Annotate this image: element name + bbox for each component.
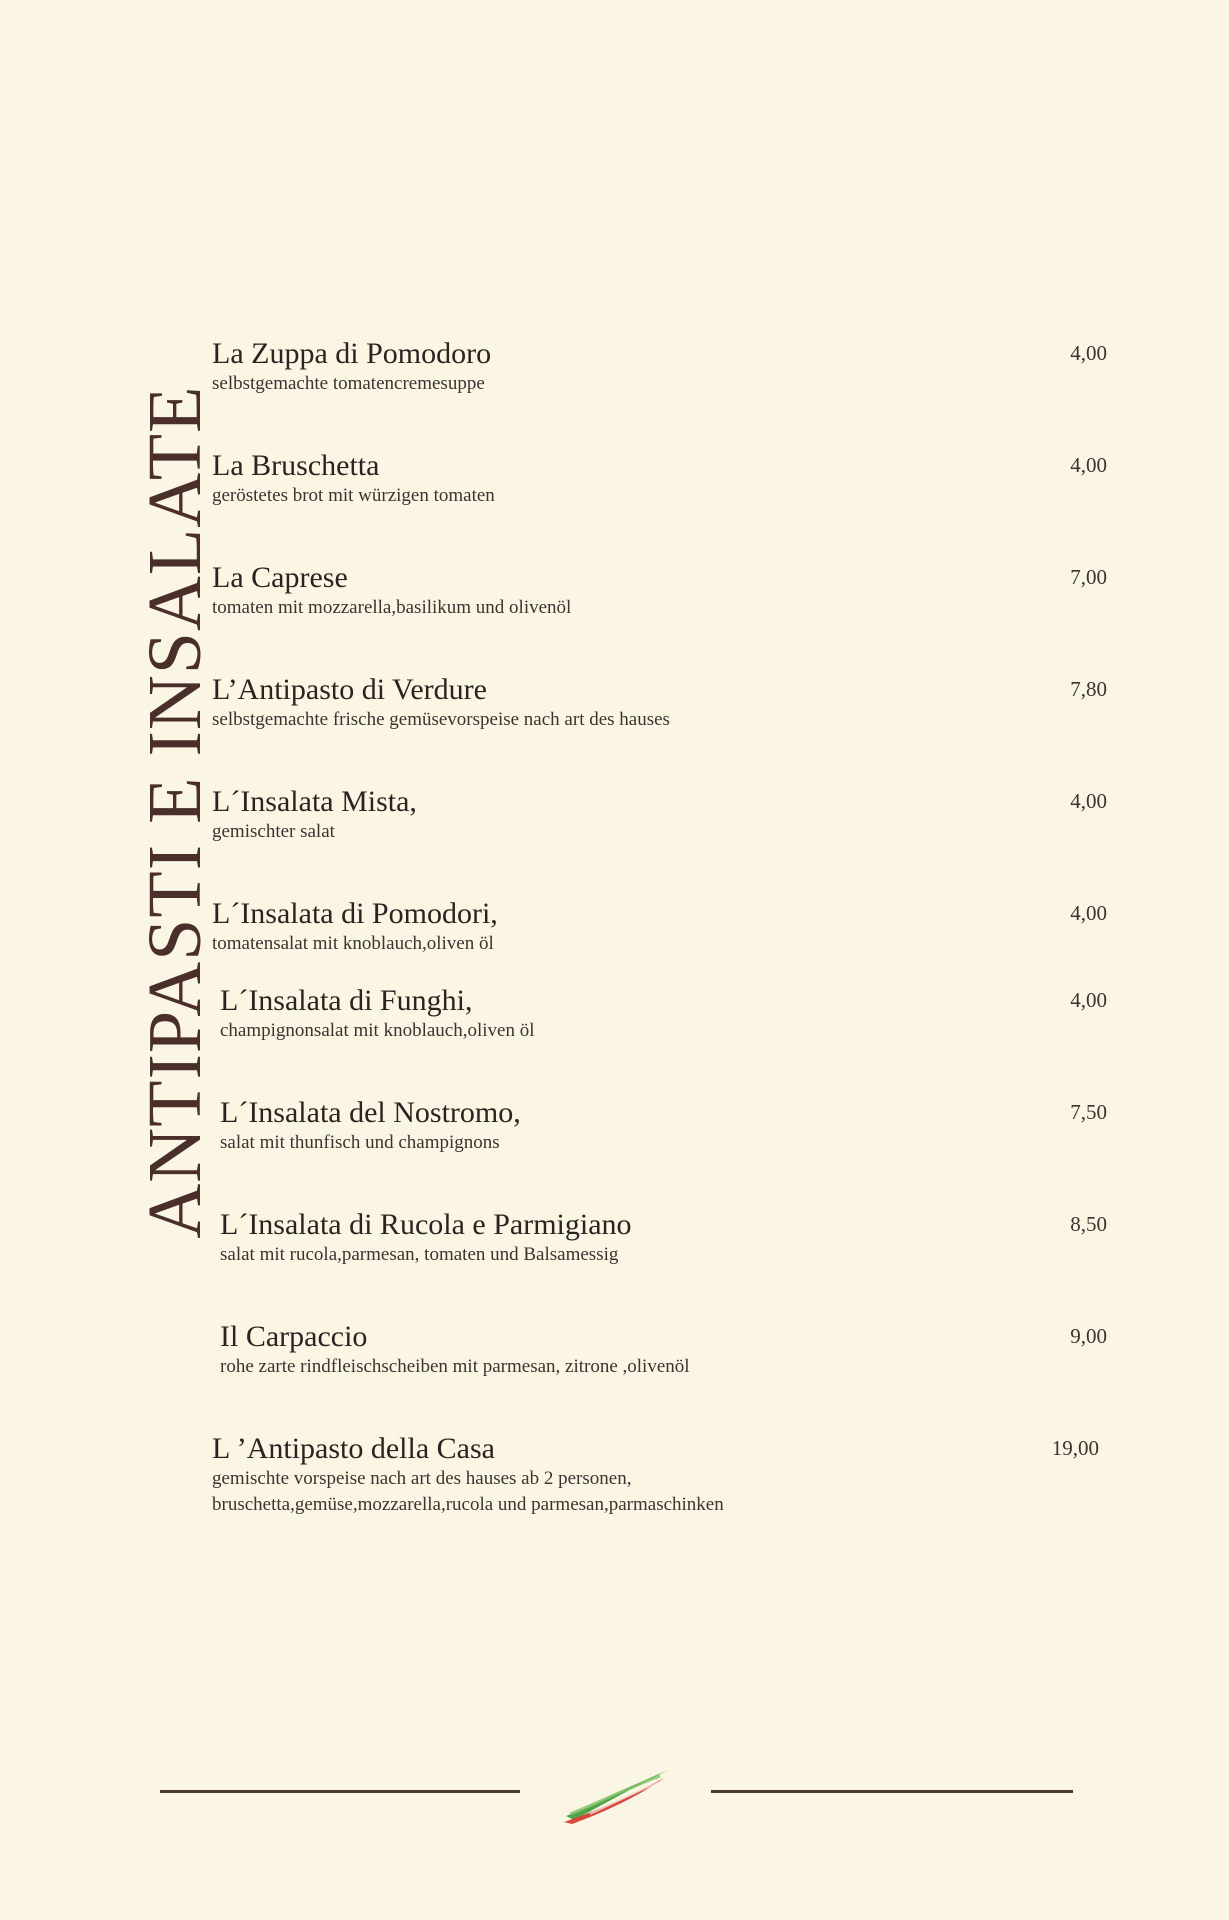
item-price: 7,00 <box>1070 565 1107 589</box>
menu-item <box>212 337 1107 397</box>
item-description: tomaten mit mozzarella,basilikum und olivenöl <box>212 597 572 618</box>
item-description-line-2: bruschetta,gemüse,mozzarella,rucola und parmesan,parmaschinken <box>212 1494 724 1515</box>
divider-left <box>160 1790 520 1793</box>
item-name: L´Insalata di Rucola e Parmigiano <box>220 1208 632 1241</box>
menu-item <box>220 984 1115 1044</box>
item-name: La Caprese <box>212 561 348 594</box>
item-name: L´Insalata di Pomodori, <box>212 897 498 930</box>
item-name: La Bruschetta <box>212 449 380 482</box>
item-name: L´Insalata del Nostromo, <box>220 1096 521 1129</box>
menu-item <box>212 449 1107 509</box>
item-name: L´Insalata di Funghi, <box>220 984 473 1017</box>
item-description: rohe zarte rindfleischscheiben mit parmesan, zitrone ,olivenöl <box>220 1356 690 1377</box>
item-description: tomatensalat mit knoblauch,oliven öl <box>212 933 494 954</box>
item-name: L´Insalata Mista, <box>212 785 417 818</box>
item-price: 4,00 <box>1070 453 1107 477</box>
item-price: 7,50 <box>1070 1100 1107 1124</box>
item-name: L’Antipasto di Verdure <box>212 673 487 706</box>
menu-item <box>220 1320 1115 1380</box>
menu-item <box>212 673 1107 733</box>
item-price: 4,00 <box>1070 901 1107 925</box>
item-description: gemischte vorspeise nach art des hauses ab 2 personen, <box>212 1468 632 1489</box>
menu-item <box>212 897 1107 957</box>
item-price: 9,00 <box>1070 1324 1107 1348</box>
item-price: 7,80 <box>1070 677 1107 701</box>
item-price: 8,50 <box>1070 1212 1107 1236</box>
item-price: 19,00 <box>1051 1436 1099 1460</box>
menu-item <box>220 1096 1115 1156</box>
item-description: gemischter salat <box>212 821 335 842</box>
item-name: La Zuppa di Pomodoro <box>212 337 492 370</box>
item-description: selbstgemachte frische gemüsevorspeise nach art des hauses <box>212 709 670 730</box>
item-description: geröstetes brot mit würzigen tomaten <box>212 485 495 506</box>
divider-right <box>711 1790 1073 1793</box>
menu-item <box>212 561 1107 621</box>
item-name: Il Carpaccio <box>220 1320 368 1353</box>
item-description: champignonsalat mit knoblauch,oliven öl <box>220 1020 535 1041</box>
item-name: L ’Antipasto della Casa <box>212 1432 495 1465</box>
menu-item <box>212 1432 1107 1518</box>
item-price: 4,00 <box>1070 988 1107 1012</box>
item-description: selbstgemachte tomatencremesuppe <box>212 373 485 394</box>
italian-flag-brush-icon <box>560 1764 672 1824</box>
section-title-text: ANTIPASTI E INSALATE <box>133 385 217 1239</box>
item-description: salat mit rucola,parmesan, tomaten und Balsamessig <box>220 1244 619 1265</box>
item-price: 4,00 <box>1070 341 1107 365</box>
item-description: salat mit thunfisch und champignons <box>220 1132 500 1153</box>
menu-item <box>220 1208 1115 1268</box>
menu-item <box>212 785 1107 845</box>
item-price: 4,00 <box>1070 789 1107 813</box>
